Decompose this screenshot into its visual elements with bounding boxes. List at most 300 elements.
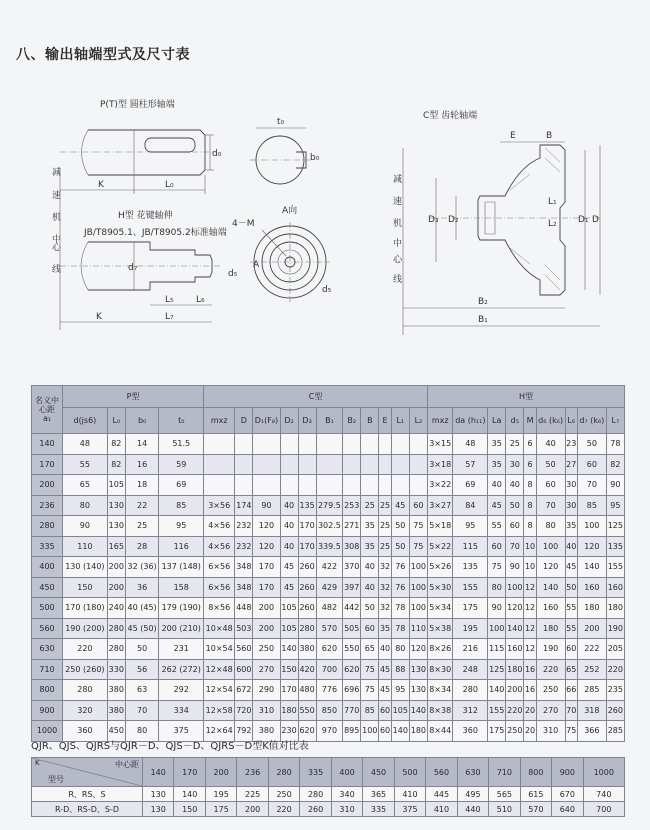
table-cell: 482 (316, 598, 343, 619)
table-cell: 180 (577, 598, 606, 619)
table-cell: 100 (409, 577, 427, 598)
sub-header-cell: B₁ (316, 408, 343, 434)
table-cell: 100 (409, 557, 427, 578)
k-value-cell: 175 (205, 802, 236, 817)
table-cell: 75 (361, 659, 379, 680)
table-cell: 70 (506, 536, 524, 557)
table-cell: 55 (63, 454, 108, 475)
table-cell: 60 (488, 536, 506, 557)
dim-d5: d₅ (322, 285, 332, 295)
table-cell: 200 (107, 577, 125, 598)
svg-text:速: 速 (393, 197, 403, 207)
table-cell: 95 (606, 495, 624, 516)
table-cell: 90 (506, 557, 524, 578)
table-cell: 5×18 (427, 516, 453, 537)
table-cell: 240 (107, 598, 125, 619)
table-cell (235, 454, 253, 475)
table-cell: 50 (391, 516, 409, 537)
table-cell: 30 (565, 475, 577, 496)
table-cell: 320 (63, 700, 108, 721)
table-cell: 160 (536, 598, 565, 619)
table-cell: 55 (565, 598, 577, 619)
table-row (32, 495, 625, 516)
table-cell: 570 (316, 618, 343, 639)
table-cell: 672 (235, 680, 253, 701)
table-cell: 3×15 (427, 434, 453, 455)
table-cell: 175 (488, 721, 506, 742)
table-cell: 260 (298, 598, 316, 619)
center-distance-cell: 280 (32, 516, 63, 537)
table-cell: 4×56 (204, 516, 235, 537)
table-cell (316, 434, 343, 455)
c-gear-drawing (403, 131, 600, 326)
svg-text:速: 速 (52, 191, 62, 201)
table-cell: 776 (316, 680, 343, 701)
svg-text:机: 机 (52, 213, 62, 223)
table-cell: 40 (565, 536, 577, 557)
table-cell: 560 (235, 639, 253, 660)
table-cell: 80 (488, 577, 506, 598)
center-distance-cell: 630 (32, 639, 63, 660)
table-cell: 85 (361, 700, 379, 721)
sub-header-cell: b₀ (125, 408, 158, 434)
table-cell: 35 (488, 454, 506, 475)
spec-table-body (32, 434, 625, 742)
table-cell: 190 (606, 618, 624, 639)
c-type-label: C型 齿轮轴端 (423, 111, 478, 121)
svg-text:中: 中 (393, 239, 403, 249)
table-cell: 140 (536, 577, 565, 598)
table-cell: 75 (409, 536, 427, 557)
table-cell: 792 (235, 721, 253, 742)
k-corner-k: K (35, 759, 40, 767)
table-cell (343, 475, 361, 496)
table-cell (361, 454, 379, 475)
table-cell (343, 434, 361, 455)
table-cell: 8 (524, 495, 536, 516)
table-cell: 45 (391, 495, 409, 516)
sub-header-cell: d₆ (k₆) (536, 408, 565, 434)
dim-d2: D₂ (448, 215, 459, 225)
table-cell: 150 (63, 577, 108, 598)
dim-d7: d₇ (128, 263, 138, 273)
table-cell (343, 454, 361, 475)
k-center-cell: 710 (489, 758, 520, 787)
table-cell: 6 (524, 454, 536, 475)
table-cell: 6×56 (204, 577, 235, 598)
table-cell: 375 (159, 721, 204, 742)
table-row (32, 700, 625, 721)
table-cell: 12 (524, 618, 536, 639)
dim-b: B (546, 131, 553, 141)
svg-text:减: 减 (52, 168, 62, 178)
table-cell: 40 (280, 516, 298, 537)
table-cell: 420 (298, 659, 316, 680)
table-cell: 170 (253, 577, 280, 598)
table-cell: 348 (235, 577, 253, 598)
table-cell: 78 (606, 434, 624, 455)
svg-text:心: 心 (393, 255, 403, 265)
table-cell: 40 (536, 434, 565, 455)
sub-header-cell: d₇ (k₆) (577, 408, 606, 434)
table-cell (204, 475, 235, 496)
table-cell: 85 (577, 495, 606, 516)
k-center-cell: 400 (331, 758, 362, 787)
k-value-cell: 130 (143, 787, 174, 802)
table-cell: 150 (280, 659, 298, 680)
center-distance-cell: 170 (32, 454, 63, 475)
table-cell (298, 475, 316, 496)
table-cell: 45 (379, 659, 391, 680)
table-cell: 271 (343, 516, 361, 537)
table-cell: 105 (280, 618, 298, 639)
table-cell: 8×30 (427, 659, 453, 680)
table-cell: 63 (125, 680, 158, 701)
center-line-label-left (52, 166, 62, 275)
table-cell: 100 (506, 577, 524, 598)
k-center-cell: 900 (552, 758, 583, 787)
table-cell: 370 (343, 557, 361, 578)
k-value-cell: 220 (268, 802, 299, 817)
center-distance-cell: 335 (32, 536, 63, 557)
center-distance-cell: 710 (32, 659, 63, 680)
table-cell: 69 (159, 475, 204, 496)
center-distance-cell: 800 (32, 680, 63, 701)
table-cell: 60 (577, 454, 606, 475)
table-cell: 160 (506, 639, 524, 660)
table-cell: 155 (606, 557, 624, 578)
table-cell: 160 (606, 577, 624, 598)
table-cell: 135 (453, 557, 488, 578)
table-cell (253, 454, 280, 475)
table-cell: 80 (391, 639, 409, 660)
table-cell: 76 (391, 577, 409, 598)
table-cell: 70 (536, 495, 565, 516)
table-cell: 260 (298, 577, 316, 598)
table-cell: 5×26 (427, 557, 453, 578)
table-cell: 200 (253, 618, 280, 639)
k-corner-model: 型号 (48, 775, 64, 784)
table-cell: 380 (107, 700, 125, 721)
table-cell: 200 (577, 618, 606, 639)
table-cell: 28 (125, 536, 158, 557)
table-cell: 339.5 (316, 536, 343, 557)
table-cell: 366 (577, 721, 606, 742)
table-cell (253, 475, 280, 496)
table-row (32, 577, 625, 598)
k-value-cell: 250 (268, 787, 299, 802)
table-cell: 130 (409, 680, 427, 701)
table-row (32, 516, 625, 537)
k-center-cell: 500 (394, 758, 425, 787)
dim-d1: D₁ (578, 215, 589, 225)
k-row (32, 802, 625, 817)
table-cell: 3×56 (204, 495, 235, 516)
table-cell: 220 (536, 659, 565, 680)
k-value-cell: 195 (205, 787, 236, 802)
table-cell: 180 (606, 598, 624, 619)
table-cell: 45 (488, 495, 506, 516)
table-cell: 20 (524, 700, 536, 721)
table-cell: 55 (488, 516, 506, 537)
table-cell: 12 (524, 639, 536, 660)
table-cell: 175 (453, 598, 488, 619)
table-cell: 45 (50) (125, 618, 158, 639)
table-cell: 190 (536, 639, 565, 660)
table-cell: 137 (148) (159, 557, 204, 578)
table-cell: 770 (343, 700, 361, 721)
dim-d3: D₃ (428, 215, 439, 225)
k-value-cell: 280 (300, 787, 331, 802)
table-cell: 130 (107, 495, 125, 516)
sub-header-cell: La (488, 408, 506, 434)
k-value-cell: 570 (520, 802, 551, 817)
table-cell: 20 (524, 721, 536, 742)
table-cell: 3×18 (427, 454, 453, 475)
table-cell: 125 (488, 659, 506, 680)
table-cell: 250 (253, 639, 280, 660)
table-cell: 253 (343, 495, 361, 516)
table-cell: 120 (536, 557, 565, 578)
table-cell: 70 (565, 700, 577, 721)
table-cell (316, 475, 343, 496)
sub-header-cell: L₆ (565, 408, 577, 434)
table-cell: 250 (260) (63, 659, 108, 680)
k-center-cell: 560 (426, 758, 457, 787)
table-cell: 82 (606, 454, 624, 475)
table-cell: 10×54 (204, 639, 235, 660)
table-cell: 200 (210) (159, 618, 204, 639)
table-cell: 285 (577, 680, 606, 701)
table-cell (361, 475, 379, 496)
table-cell: 35 (361, 516, 379, 537)
table-cell: 110 (409, 618, 427, 639)
table-cell: 60 (536, 475, 565, 496)
table-cell: 397 (343, 577, 361, 598)
dim-t0: t₀ (277, 117, 285, 127)
table-cell: 50 (565, 577, 577, 598)
sub-header-cell: D₃ (298, 408, 316, 434)
center-distance-cell: 236 (32, 495, 63, 516)
k-value-table (31, 757, 625, 817)
table-cell (298, 434, 316, 455)
table-cell: 195 (453, 618, 488, 639)
table-cell: 8×34 (427, 680, 453, 701)
a-label: A (253, 260, 260, 270)
table-cell: 55 (565, 618, 577, 639)
k-value-cell: 510 (489, 802, 520, 817)
table-cell: 334 (159, 700, 204, 721)
table-cell: 50 (577, 434, 606, 455)
table-row (32, 659, 625, 680)
table-cell: 140 (488, 680, 506, 701)
table-cell: 40 (280, 536, 298, 557)
table-cell: 140 (506, 618, 524, 639)
sub-header-cell: t₀ (159, 408, 204, 434)
table-cell: 135 (606, 536, 624, 557)
table-cell: 40 (361, 557, 379, 578)
table-cell: 80 (125, 721, 158, 742)
table-cell: 448 (235, 598, 253, 619)
table-cell: 12×48 (204, 659, 235, 680)
table-cell (235, 434, 253, 455)
svg-text:减: 减 (393, 175, 403, 185)
table-cell: 302.5 (316, 516, 343, 537)
table-cell: 250 (536, 680, 565, 701)
table-cell: 75 (565, 721, 577, 742)
table-cell: 95 (453, 516, 488, 537)
table-cell: 60 (361, 618, 379, 639)
table-cell: 4×56 (204, 536, 235, 557)
table-cell: 6×56 (204, 557, 235, 578)
table-cell (409, 454, 427, 475)
table-cell (379, 475, 391, 496)
table-cell: 348 (235, 557, 253, 578)
sub-header-cell: mxz (204, 408, 235, 434)
center-distance-cell: 1000 (32, 721, 63, 742)
k-model-cell: R-D、RS-D、S-D (32, 802, 143, 817)
center-distance-cell: 560 (32, 618, 63, 639)
table-cell: 25 (379, 536, 391, 557)
table-cell: 429 (316, 577, 343, 598)
table-cell: 6 (524, 434, 536, 455)
table-cell: 200 (253, 598, 280, 619)
table-cell: 232 (235, 536, 253, 557)
table-cell: 200 (107, 557, 125, 578)
m-label: 4－M (232, 219, 255, 229)
table-cell: 280 (63, 680, 108, 701)
table-cell: 90 (63, 516, 108, 537)
table-cell (391, 454, 409, 475)
k-value-cell: 340 (331, 787, 362, 802)
table-row (32, 639, 625, 660)
table-cell: 70 (577, 475, 606, 496)
k-center-cell: 236 (237, 758, 268, 787)
table-cell: 550 (343, 639, 361, 660)
spec-table (31, 385, 625, 742)
table-cell: 174 (235, 495, 253, 516)
table-cell: 292 (159, 680, 204, 701)
table-cell: 895 (343, 721, 361, 742)
sub-header-cell: d₅ (506, 408, 524, 434)
table-cell: 25 (361, 495, 379, 516)
k-value-cell: 445 (426, 787, 457, 802)
table-cell (316, 454, 343, 475)
table-cell: 700 (316, 659, 343, 680)
dim-l1: L₁ (548, 197, 557, 207)
table-cell: 50 (391, 536, 409, 557)
table-cell: 620 (298, 721, 316, 742)
table-cell: 232 (235, 516, 253, 537)
dim-l5: L₅ (165, 295, 174, 305)
table-cell: 310 (253, 700, 280, 721)
table-cell: 330 (107, 659, 125, 680)
table-cell: 8 (524, 516, 536, 537)
table-cell: 30 (565, 495, 577, 516)
table-cell: 480 (298, 680, 316, 701)
table-cell (280, 454, 298, 475)
table-cell: 503 (235, 618, 253, 639)
k-value-cell: 615 (520, 787, 551, 802)
dim-b0: b₀ (310, 153, 320, 163)
dim-l6: L₆ (196, 295, 205, 305)
k-center-cell: 200 (205, 758, 236, 787)
k-value-cell: 200 (237, 802, 268, 817)
k-value-cell: 150 (174, 802, 205, 817)
table-cell: 116 (159, 536, 204, 557)
table-cell: 5×30 (427, 577, 453, 598)
k-value-cell: 310 (331, 802, 362, 817)
table-cell: 82 (107, 454, 125, 475)
table-cell: 3×22 (427, 475, 453, 496)
table-cell: 16 (524, 680, 536, 701)
center-distance-cell: 450 (32, 577, 63, 598)
dim-d: D (592, 215, 599, 225)
sub-header-cell: d(js6) (63, 408, 108, 434)
h-a-view (228, 204, 332, 302)
table-cell: 100 (409, 598, 427, 619)
table-cell: 12 (524, 577, 536, 598)
table-cell: 170 (298, 536, 316, 557)
table-cell: 140 (409, 700, 427, 721)
header-p-type: P型 (63, 386, 204, 408)
k-table-title: QJR、QJS、QJRS与QJR－D、QJS－D、QJRS－D型K值对比表 (31, 741, 309, 752)
table-cell: 720 (235, 700, 253, 721)
table-cell: 180 (280, 700, 298, 721)
dim-d5-label: d₅ (228, 269, 238, 279)
table-cell: 260 (298, 557, 316, 578)
table-cell: 48 (63, 434, 108, 455)
table-cell: 105 (107, 475, 125, 496)
table-cell: 22 (125, 495, 158, 516)
table-cell: 190 (200) (63, 618, 108, 639)
table-cell (361, 434, 379, 455)
sub-header-cell: L₁ (391, 408, 409, 434)
table-cell (280, 475, 298, 496)
table-cell: 120 (577, 536, 606, 557)
table-cell: 442 (343, 598, 361, 619)
table-cell: 318 (577, 700, 606, 721)
table-cell: 35 (565, 516, 577, 537)
table-cell: 279.5 (316, 495, 343, 516)
table-cell: 170 (180) (63, 598, 108, 619)
table-cell (409, 475, 427, 496)
table-cell: 155 (488, 700, 506, 721)
table-cell: 290 (253, 680, 280, 701)
sub-header-cell: L₇ (606, 408, 624, 434)
center-distance-cell: 900 (32, 700, 63, 721)
table-cell: 3×27 (427, 495, 453, 516)
sub-header-cell: D (235, 408, 253, 434)
table-cell: 16 (524, 659, 536, 680)
table-cell: 115 (488, 639, 506, 660)
table-cell: 40 (506, 475, 524, 496)
table-cell: 48 (453, 434, 488, 455)
sub-header-cell: M (524, 408, 536, 434)
sub-header-cell: B₂ (343, 408, 361, 434)
table-cell: 120 (253, 516, 280, 537)
table-cell (204, 434, 235, 455)
table-cell: 5×22 (427, 536, 453, 557)
shaft-end-drawings (0, 90, 650, 380)
table-cell: 32 (36) (125, 557, 158, 578)
table-cell: 45 (280, 557, 298, 578)
dim-k-pt: K (98, 180, 104, 190)
k-center-cell: 280 (268, 758, 299, 787)
table-cell: 105 (391, 700, 409, 721)
table-cell: 250 (506, 721, 524, 742)
table-cell: 312 (453, 700, 488, 721)
